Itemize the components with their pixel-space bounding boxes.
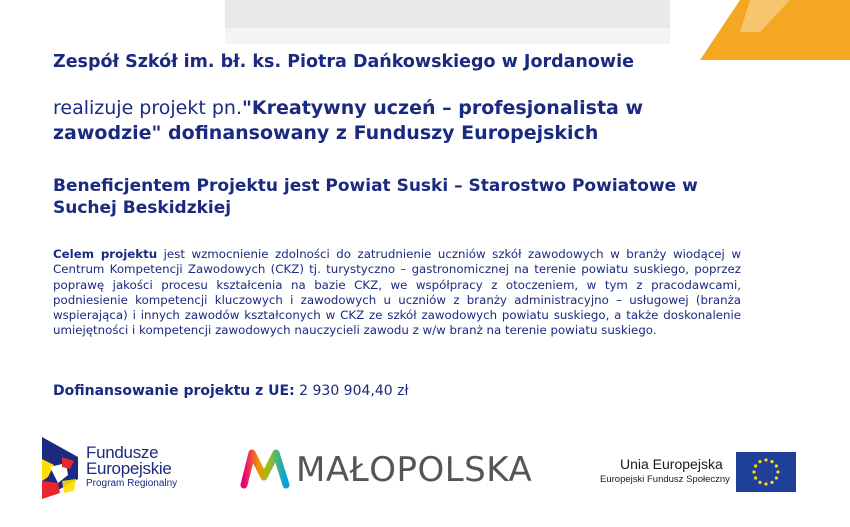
unia-europejska-logo xyxy=(590,450,805,495)
project-goal xyxy=(53,247,741,339)
fe-line2: Europejskie xyxy=(86,459,172,478)
goal-text: jest wzmocnienie zdolności do zatrudnienie uczniów szkół zawodowych w branży wiodącej w Centrum Kompetencji Zawodowych (CKZ) tj. turystyczno – gastronomicznej na terenie powiatu suskiego, poprzez poprawę jakości procesu kształcenia na bazie CKZ, we współpracy z otoczeniem, w tym z pracodawcami, podniesienie kompetencji kluczowych i zawodowych u uczniów z branży administracyjno – usługowej (branża wspierająca) i innych zawodów kształconych w CKZ ze szkół zawodowych powiatu suskiego, a także doskonalenie umiejętności i kompetencji zawodowych nauczycieli zawodu z w/w branż na terenie powiatu suskiego. xyxy=(53,247,741,338)
decorative-banner xyxy=(0,0,850,60)
fe-line1: Fundusze xyxy=(86,443,159,462)
malopolska-text: MAŁOPOLSKA xyxy=(296,450,533,490)
malopolska-m-icon xyxy=(240,447,292,489)
fe-line3: Program Regionalny xyxy=(86,478,178,489)
ue-line1: Unia Europejska xyxy=(620,456,723,472)
project-name: "Kreatywny uczeń – profesjonalista w zawodzie" dofinansowany z Funduszy Europejskich xyxy=(53,97,644,144)
project-title xyxy=(53,96,733,146)
funding-label: Dofinansowanie projektu z UE: xyxy=(53,383,295,399)
fundusze-europejskie-star-icon xyxy=(40,437,84,499)
ue-line2: Europejski Fundusz Społeczny xyxy=(600,474,730,485)
goal-label: Celem projektu xyxy=(53,247,158,261)
fundusze-europejskie-logo xyxy=(40,437,210,499)
beneficiary-text: Beneficjentem Projektu jest Powiat Suski – Starostwo Powiatowe w Suchej Beskidzkiej xyxy=(53,176,698,218)
malopolska-logo xyxy=(240,447,540,492)
funding-info xyxy=(53,383,408,399)
project-intro: realizuje projekt pn. xyxy=(53,97,242,119)
school-name: Zespół Szkół im. bł. ks. Piotra Dańkowskiego w Jordanowie xyxy=(53,52,634,72)
eu-flag-icon xyxy=(736,452,796,492)
funding-amount: 2 930 904,40 zł xyxy=(294,383,409,399)
